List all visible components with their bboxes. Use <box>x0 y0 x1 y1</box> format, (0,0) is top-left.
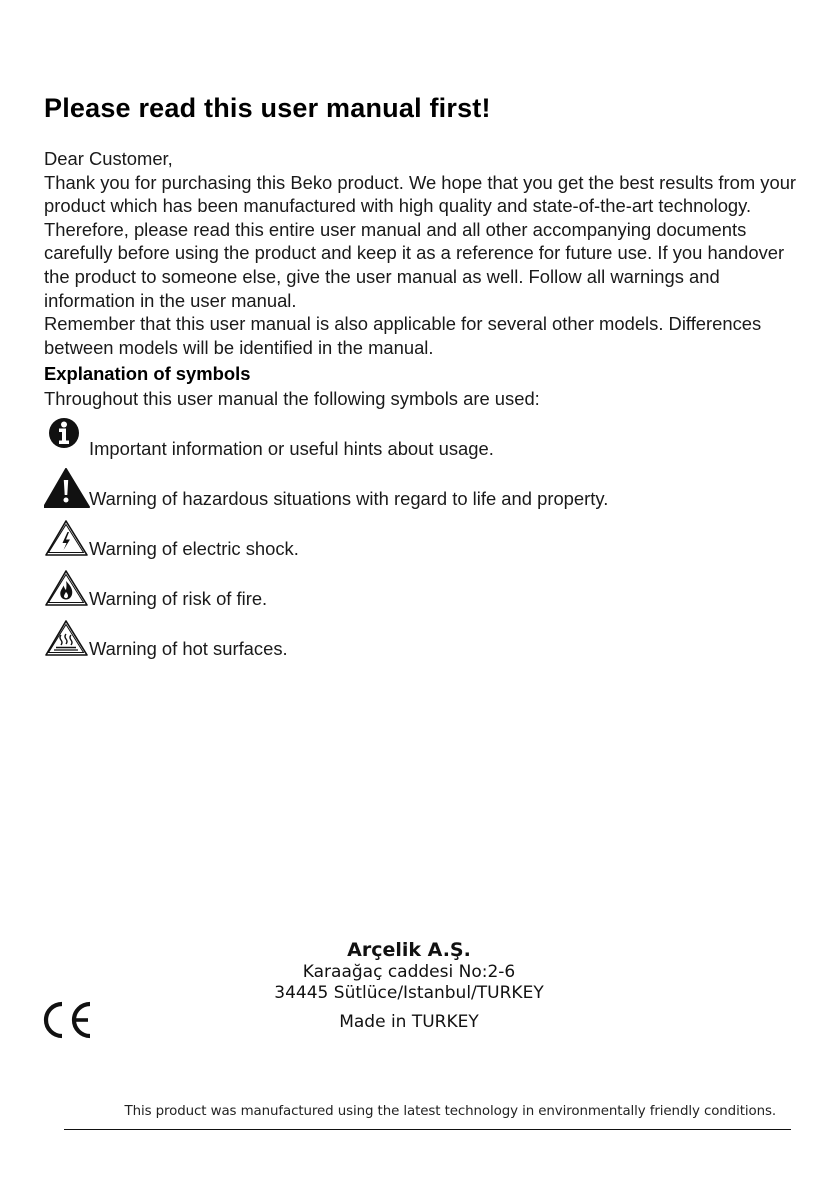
greeting: Dear Customer, <box>44 148 173 169</box>
info-icon <box>44 418 90 460</box>
fire-icon <box>44 568 90 610</box>
symbol-label-info: Important information or useful hints about usage. <box>89 438 494 459</box>
made-in: Made in TURKEY <box>339 1012 479 1032</box>
symbol-row-electric <box>44 518 784 560</box>
symbol-row-fire <box>44 568 784 610</box>
symbol-label-electric: Warning of electric shock. <box>89 538 299 559</box>
address-city: 34445 Sütlüce/Istanbul/TURKEY <box>274 983 544 1003</box>
symbol-row-info <box>44 418 784 460</box>
ce-mark-icon <box>40 998 96 1042</box>
symbol-row-hot-surface <box>44 618 784 660</box>
page-title: Please read this user manual first! <box>44 93 491 123</box>
manufacturer-address <box>209 938 609 1033</box>
symbols-intro: Throughout this user manual the following symbols are used: <box>44 388 540 409</box>
symbol-label-fire: Warning of risk of fire. <box>89 588 268 609</box>
models-paragraph: Remember that this user manual is also applicable for several other models. Differences between models will be identified in the manual. <box>44 313 762 358</box>
symbol-label-hot-surface: Warning of hot surfaces. <box>89 638 288 659</box>
electric-shock-icon <box>44 518 90 560</box>
intro-text <box>44 147 814 359</box>
hot-surface-icon <box>44 618 90 660</box>
intro-paragraph: Thank you for purchasing this Beko product. We hope that you get the best results from your product which has been manufactured with high quality and state-of-the-art technology. Therefore, please read this entire user manual and all other accompanying documents carefully before using the product and keep it as a reference for future use. If you handover the product to someone else, give the user manual as well. Follow all warnings and information in the user manual. <box>44 171 797 311</box>
warning-icon <box>44 468 90 510</box>
footer-divider <box>64 1129 791 1130</box>
address-street: Karaağaç caddesi No:2-6 <box>302 962 516 982</box>
symbol-row-warning <box>44 468 784 510</box>
footer-note: This product was manufactured using the latest technology in environmentally friendly conditions. <box>124 1104 776 1119</box>
symbols-heading: Explanation of symbols <box>44 363 251 384</box>
company-name: Arçelik A.Ş. <box>347 939 471 961</box>
symbol-label-warning: Warning of hazardous situations with regard to life and property. <box>89 488 609 509</box>
